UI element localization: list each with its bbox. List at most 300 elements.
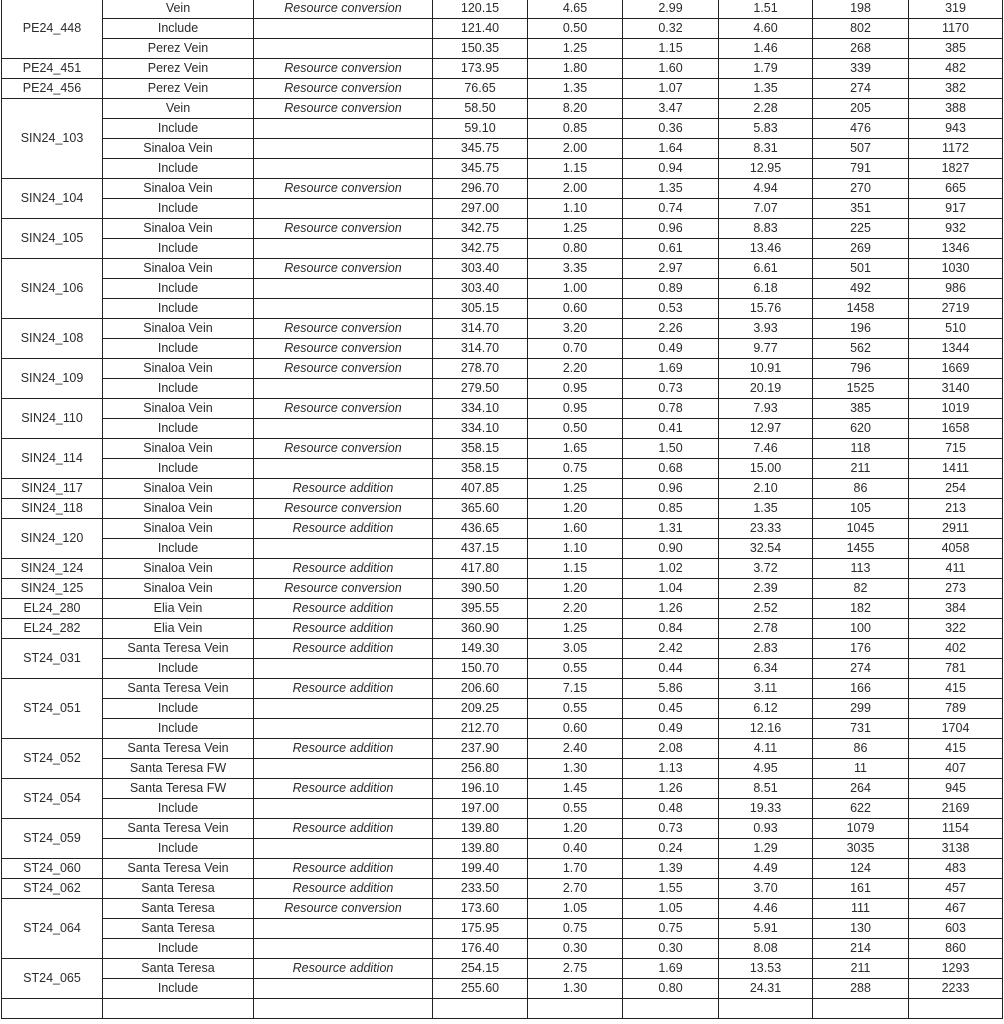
aueq-grade-cell: 2719: [909, 299, 1003, 319]
category-cell: Resource conversion: [254, 339, 433, 359]
length-cell: 0.30: [528, 939, 623, 959]
category-cell: Resource addition: [254, 739, 433, 759]
zone-cell: Sinaloa Vein: [103, 219, 254, 239]
length-cell: 2.75: [528, 959, 623, 979]
aueq-grade-cell: 1704: [909, 719, 1003, 739]
from-cell: 120.15: [433, 0, 528, 19]
ag-grade-cell: 161: [813, 879, 909, 899]
true-width-cell: 0.44: [623, 659, 719, 679]
au-grade-cell: 5.91: [719, 919, 813, 939]
from-cell: 407.85: [433, 479, 528, 499]
category-cell: Resource conversion: [254, 219, 433, 239]
length-cell: 1.20: [528, 579, 623, 599]
zone-cell: Santa Teresa Vein: [103, 639, 254, 659]
true-width-cell: 2.99: [623, 0, 719, 19]
true-width-cell: 0.49: [623, 339, 719, 359]
zone-cell: Include: [103, 539, 254, 559]
category-cell: Resource addition: [254, 879, 433, 899]
au-grade-cell: 6.12: [719, 699, 813, 719]
zone-cell: Sinaloa Vein: [103, 579, 254, 599]
aueq-grade-cell: 917: [909, 199, 1003, 219]
hole-id-cell: ST24_059: [2, 819, 103, 859]
true-width-cell: 0.30: [623, 939, 719, 959]
zone-cell: Include: [103, 379, 254, 399]
true-width-cell: 0.96: [623, 479, 719, 499]
true-width-cell: 1.07: [623, 79, 719, 99]
category-cell: Resource conversion: [254, 399, 433, 419]
au-grade-cell: 3.11: [719, 679, 813, 699]
from-cell: 390.50: [433, 579, 528, 599]
zone-cell: Include: [103, 659, 254, 679]
ag-grade-cell: 622: [813, 799, 909, 819]
au-grade-cell: 9.77: [719, 339, 813, 359]
true-width-cell: 1.26: [623, 779, 719, 799]
true-width-cell: 1.55: [623, 879, 719, 899]
au-grade-cell: 12.16: [719, 719, 813, 739]
zone-cell: Sinaloa Vein: [103, 519, 254, 539]
true-width-cell: 0.94: [623, 159, 719, 179]
from-cell: 314.70: [433, 339, 528, 359]
zone-cell: Include: [103, 459, 254, 479]
hole-id-cell: SIN24_118: [2, 499, 103, 519]
category-cell: [254, 19, 433, 39]
zone-cell: Include: [103, 799, 254, 819]
aueq-grade-cell: 482: [909, 59, 1003, 79]
table-row: [2, 19, 1003, 39]
aueq-grade-cell: 322: [909, 619, 1003, 639]
from-cell: 176.40: [433, 939, 528, 959]
category-cell: [254, 379, 433, 399]
au-grade-cell: 8.83: [719, 219, 813, 239]
from-cell: 76.65: [433, 79, 528, 99]
category-cell: Resource addition: [254, 779, 433, 799]
table-row: [2, 139, 1003, 159]
ag-grade-cell: 166: [813, 679, 909, 699]
au-grade-cell: 4.94: [719, 179, 813, 199]
au-grade-cell: 5.83: [719, 119, 813, 139]
table-row: [2, 959, 1003, 979]
aueq-grade-cell: 1172: [909, 139, 1003, 159]
ag-grade-cell: 299: [813, 699, 909, 719]
true-width-cell: 0.85: [623, 499, 719, 519]
table-row: [2, 879, 1003, 899]
length-cell: 1.15: [528, 159, 623, 179]
true-width-cell: 1.39: [623, 859, 719, 879]
hole-id-cell: SIN24_120: [2, 519, 103, 559]
table-row: [2, 799, 1003, 819]
zone-cell: Perez Vein: [103, 39, 254, 59]
from-cell: 358.15: [433, 439, 528, 459]
empty-cell: [719, 999, 813, 1019]
ag-grade-cell: 501: [813, 259, 909, 279]
category-cell: Resource addition: [254, 619, 433, 639]
true-width-cell: 3.47: [623, 99, 719, 119]
from-cell: 358.15: [433, 459, 528, 479]
aueq-grade-cell: 483: [909, 859, 1003, 879]
aueq-grade-cell: 2911: [909, 519, 1003, 539]
zone-cell: Sinaloa Vein: [103, 139, 254, 159]
length-cell: 1.10: [528, 199, 623, 219]
table-row: [2, 299, 1003, 319]
au-grade-cell: 3.72: [719, 559, 813, 579]
au-grade-cell: 32.54: [719, 539, 813, 559]
true-width-cell: 1.60: [623, 59, 719, 79]
ag-grade-cell: 796: [813, 359, 909, 379]
true-width-cell: 0.68: [623, 459, 719, 479]
length-cell: 2.00: [528, 139, 623, 159]
aueq-grade-cell: 1154: [909, 819, 1003, 839]
zone-cell: Include: [103, 839, 254, 859]
au-grade-cell: 8.31: [719, 139, 813, 159]
table-row: [2, 479, 1003, 499]
category-cell: [254, 759, 433, 779]
table-row: [2, 979, 1003, 999]
table-row: [2, 519, 1003, 539]
length-cell: 0.60: [528, 719, 623, 739]
au-grade-cell: 4.95: [719, 759, 813, 779]
zone-cell: Include: [103, 299, 254, 319]
aueq-grade-cell: 1293: [909, 959, 1003, 979]
au-grade-cell: 20.19: [719, 379, 813, 399]
aueq-grade-cell: 603: [909, 919, 1003, 939]
zone-cell: Sinaloa Vein: [103, 179, 254, 199]
aueq-grade-cell: 388: [909, 99, 1003, 119]
from-cell: 139.80: [433, 839, 528, 859]
from-cell: 237.90: [433, 739, 528, 759]
zone-cell: Include: [103, 979, 254, 999]
length-cell: 1.15: [528, 559, 623, 579]
ag-grade-cell: 274: [813, 79, 909, 99]
length-cell: 1.25: [528, 219, 623, 239]
zone-cell: Include: [103, 339, 254, 359]
zone-cell: Santa Teresa Vein: [103, 859, 254, 879]
hole-id-cell: SIN24_110: [2, 399, 103, 439]
hole-id-cell: EL24_282: [2, 619, 103, 639]
true-width-cell: 2.97: [623, 259, 719, 279]
zone-cell: Sinaloa Vein: [103, 479, 254, 499]
aueq-grade-cell: 1658: [909, 419, 1003, 439]
category-cell: Resource addition: [254, 639, 433, 659]
au-grade-cell: 2.52: [719, 599, 813, 619]
length-cell: 4.65: [528, 0, 623, 19]
from-cell: 121.40: [433, 19, 528, 39]
table-row: [2, 459, 1003, 479]
from-cell: 305.15: [433, 299, 528, 319]
true-width-cell: 1.13: [623, 759, 719, 779]
table-row: [2, 359, 1003, 379]
true-width-cell: 0.49: [623, 719, 719, 739]
from-cell: 417.80: [433, 559, 528, 579]
au-grade-cell: 12.95: [719, 159, 813, 179]
ag-grade-cell: 118: [813, 439, 909, 459]
category-cell: Resource conversion: [254, 59, 433, 79]
aueq-grade-cell: 4058: [909, 539, 1003, 559]
empty-cell: [433, 999, 528, 1019]
true-width-cell: 1.05: [623, 899, 719, 919]
hole-id-cell: EL24_280: [2, 599, 103, 619]
table-row: [2, 819, 1003, 839]
from-cell: 59.10: [433, 119, 528, 139]
true-width-cell: 1.69: [623, 359, 719, 379]
aueq-grade-cell: 3138: [909, 839, 1003, 859]
au-grade-cell: 2.83: [719, 639, 813, 659]
ag-grade-cell: 1458: [813, 299, 909, 319]
zone-cell: Include: [103, 19, 254, 39]
length-cell: 0.60: [528, 299, 623, 319]
au-grade-cell: 12.97: [719, 419, 813, 439]
ag-grade-cell: 476: [813, 119, 909, 139]
zone-cell: Vein: [103, 99, 254, 119]
au-grade-cell: 13.53: [719, 959, 813, 979]
empty-cell: [103, 999, 254, 1019]
au-grade-cell: 6.18: [719, 279, 813, 299]
from-cell: 342.75: [433, 239, 528, 259]
category-cell: [254, 539, 433, 559]
from-cell: 149.30: [433, 639, 528, 659]
aueq-grade-cell: 213: [909, 499, 1003, 519]
table-row: [2, 99, 1003, 119]
category-cell: [254, 979, 433, 999]
aueq-grade-cell: 384: [909, 599, 1003, 619]
ag-grade-cell: 82: [813, 579, 909, 599]
au-grade-cell: 23.33: [719, 519, 813, 539]
ag-grade-cell: 731: [813, 719, 909, 739]
hole-id-cell: SIN24_125: [2, 579, 103, 599]
true-width-cell: 2.08: [623, 739, 719, 759]
table-row: [2, 919, 1003, 939]
aueq-grade-cell: 1344: [909, 339, 1003, 359]
from-cell: 254.15: [433, 959, 528, 979]
length-cell: 1.35: [528, 79, 623, 99]
from-cell: 345.75: [433, 139, 528, 159]
table-row: [2, 739, 1003, 759]
table-row: [2, 679, 1003, 699]
zone-cell: Perez Vein: [103, 59, 254, 79]
au-grade-cell: 8.08: [719, 939, 813, 959]
hole-id-cell: PE24_448: [2, 0, 103, 59]
true-width-cell: 0.53: [623, 299, 719, 319]
aueq-grade-cell: 273: [909, 579, 1003, 599]
zone-cell: Include: [103, 199, 254, 219]
ag-grade-cell: 124: [813, 859, 909, 879]
ag-grade-cell: 802: [813, 19, 909, 39]
aueq-grade-cell: 1346: [909, 239, 1003, 259]
zone-cell: Santa Teresa: [103, 959, 254, 979]
zone-cell: Santa Teresa: [103, 879, 254, 899]
zone-cell: Santa Teresa Vein: [103, 739, 254, 759]
table-row: [2, 859, 1003, 879]
category-cell: Resource addition: [254, 819, 433, 839]
true-width-cell: 1.31: [623, 519, 719, 539]
length-cell: 0.75: [528, 459, 623, 479]
hole-id-cell: PE24_451: [2, 59, 103, 79]
ag-grade-cell: 385: [813, 399, 909, 419]
aueq-grade-cell: 715: [909, 439, 1003, 459]
length-cell: 2.00: [528, 179, 623, 199]
aueq-grade-cell: 411: [909, 559, 1003, 579]
ag-grade-cell: 105: [813, 499, 909, 519]
length-cell: 1.25: [528, 619, 623, 639]
ag-grade-cell: 211: [813, 459, 909, 479]
au-grade-cell: 8.51: [719, 779, 813, 799]
true-width-cell: 0.41: [623, 419, 719, 439]
from-cell: 209.25: [433, 699, 528, 719]
hole-id-cell: SIN24_108: [2, 319, 103, 359]
ag-grade-cell: 620: [813, 419, 909, 439]
au-grade-cell: 1.79: [719, 59, 813, 79]
zone-cell: Sinaloa Vein: [103, 439, 254, 459]
hole-id-cell: SIN24_104: [2, 179, 103, 219]
hole-id-cell: SIN24_124: [2, 559, 103, 579]
table-row: [2, 499, 1003, 519]
zone-cell: Santa Teresa Vein: [103, 679, 254, 699]
ag-grade-cell: 1455: [813, 539, 909, 559]
zone-cell: Santa Teresa FW: [103, 779, 254, 799]
ag-grade-cell: 269: [813, 239, 909, 259]
true-width-cell: 0.78: [623, 399, 719, 419]
length-cell: 1.30: [528, 759, 623, 779]
category-cell: Resource conversion: [254, 499, 433, 519]
aueq-grade-cell: 510: [909, 319, 1003, 339]
length-cell: 1.20: [528, 819, 623, 839]
table-row: [2, 119, 1003, 139]
aueq-grade-cell: 1030: [909, 259, 1003, 279]
ag-grade-cell: 182: [813, 599, 909, 619]
from-cell: 255.60: [433, 979, 528, 999]
from-cell: 395.55: [433, 599, 528, 619]
empty-cell: [2, 999, 103, 1019]
category-cell: [254, 139, 433, 159]
table-row: [2, 219, 1003, 239]
length-cell: 2.20: [528, 359, 623, 379]
aueq-grade-cell: 2169: [909, 799, 1003, 819]
table-row: [2, 899, 1003, 919]
ag-grade-cell: 492: [813, 279, 909, 299]
aueq-grade-cell: 781: [909, 659, 1003, 679]
from-cell: 173.95: [433, 59, 528, 79]
length-cell: 1.30: [528, 979, 623, 999]
table-row: [2, 639, 1003, 659]
length-cell: 1.80: [528, 59, 623, 79]
ag-grade-cell: 130: [813, 919, 909, 939]
table-row: [2, 579, 1003, 599]
au-grade-cell: 19.33: [719, 799, 813, 819]
length-cell: 0.70: [528, 339, 623, 359]
length-cell: 1.25: [528, 39, 623, 59]
hole-id-cell: SIN24_103: [2, 99, 103, 179]
from-cell: 197.00: [433, 799, 528, 819]
length-cell: 3.20: [528, 319, 623, 339]
length-cell: 1.25: [528, 479, 623, 499]
aueq-grade-cell: 945: [909, 779, 1003, 799]
category-cell: Resource conversion: [254, 899, 433, 919]
table-row-partial: [2, 999, 1003, 1019]
aueq-grade-cell: 860: [909, 939, 1003, 959]
category-cell: [254, 699, 433, 719]
length-cell: 0.75: [528, 919, 623, 939]
length-cell: 0.40: [528, 839, 623, 859]
au-grade-cell: 4.11: [719, 739, 813, 759]
category-cell: [254, 279, 433, 299]
from-cell: 233.50: [433, 879, 528, 899]
category-cell: [254, 239, 433, 259]
empty-cell: [813, 999, 909, 1019]
empty-cell: [254, 999, 433, 1019]
ag-grade-cell: 268: [813, 39, 909, 59]
length-cell: 1.20: [528, 499, 623, 519]
length-cell: 1.60: [528, 519, 623, 539]
hole-id-cell: ST24_064: [2, 899, 103, 959]
hole-id-cell: SIN24_105: [2, 219, 103, 259]
aueq-grade-cell: 402: [909, 639, 1003, 659]
true-width-cell: 0.84: [623, 619, 719, 639]
au-grade-cell: 1.35: [719, 79, 813, 99]
au-grade-cell: 3.70: [719, 879, 813, 899]
true-width-cell: 0.73: [623, 819, 719, 839]
category-cell: Resource conversion: [254, 79, 433, 99]
true-width-cell: 1.64: [623, 139, 719, 159]
length-cell: 1.10: [528, 539, 623, 559]
empty-cell: [623, 999, 719, 1019]
ag-grade-cell: 176: [813, 639, 909, 659]
ag-grade-cell: 211: [813, 959, 909, 979]
from-cell: 173.60: [433, 899, 528, 919]
from-cell: 150.70: [433, 659, 528, 679]
table-row: [2, 179, 1003, 199]
from-cell: 314.70: [433, 319, 528, 339]
au-grade-cell: 13.46: [719, 239, 813, 259]
length-cell: 2.70: [528, 879, 623, 899]
table-row: [2, 319, 1003, 339]
au-grade-cell: 4.46: [719, 899, 813, 919]
category-cell: Resource addition: [254, 479, 433, 499]
length-cell: 1.45: [528, 779, 623, 799]
category-cell: Resource addition: [254, 559, 433, 579]
ag-grade-cell: 507: [813, 139, 909, 159]
ag-grade-cell: 1045: [813, 519, 909, 539]
au-grade-cell: 2.78: [719, 619, 813, 639]
hole-id-cell: PE24_456: [2, 79, 103, 99]
zone-cell: Include: [103, 119, 254, 139]
ag-grade-cell: 1079: [813, 819, 909, 839]
table-row: [2, 599, 1003, 619]
ag-grade-cell: 3035: [813, 839, 909, 859]
au-grade-cell: 1.51: [719, 0, 813, 19]
category-cell: Resource conversion: [254, 359, 433, 379]
au-grade-cell: 2.10: [719, 479, 813, 499]
aueq-grade-cell: 382: [909, 79, 1003, 99]
zone-cell: Santa Teresa: [103, 899, 254, 919]
aueq-grade-cell: 457: [909, 879, 1003, 899]
au-grade-cell: 15.00: [719, 459, 813, 479]
table-row: [2, 939, 1003, 959]
table-row: [2, 279, 1003, 299]
true-width-cell: 0.75: [623, 919, 719, 939]
zone-cell: Sinaloa Vein: [103, 259, 254, 279]
au-grade-cell: 6.34: [719, 659, 813, 679]
table-row: [2, 79, 1003, 99]
length-cell: 0.85: [528, 119, 623, 139]
category-cell: Resource conversion: [254, 319, 433, 339]
ag-grade-cell: 86: [813, 479, 909, 499]
hole-id-cell: SIN24_114: [2, 439, 103, 479]
from-cell: 436.65: [433, 519, 528, 539]
from-cell: 365.60: [433, 499, 528, 519]
table-row: [2, 239, 1003, 259]
aueq-grade-cell: 415: [909, 679, 1003, 699]
true-width-cell: 1.50: [623, 439, 719, 459]
au-grade-cell: 2.28: [719, 99, 813, 119]
